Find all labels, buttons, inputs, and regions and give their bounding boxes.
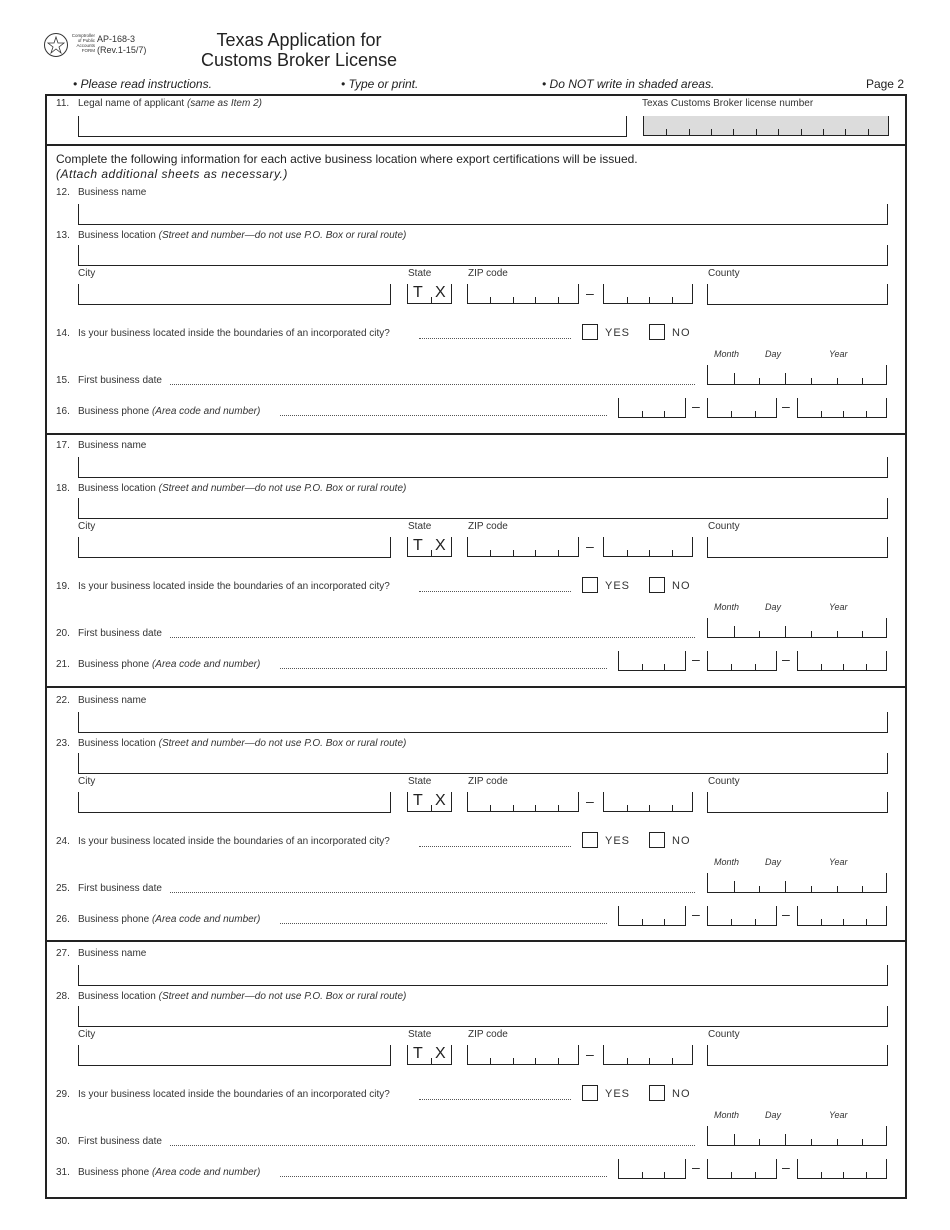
- zip-label: ZIP code: [468, 268, 508, 279]
- county-field[interactable]: [707, 537, 888, 558]
- tick-mark: [689, 129, 690, 135]
- state-letter-t: T: [413, 792, 423, 809]
- no-label: NO: [672, 327, 691, 339]
- phone-prefix-field[interactable]: [707, 1159, 777, 1179]
- tick-mark: [755, 411, 756, 417]
- phone-dash: –: [692, 1159, 700, 1175]
- tick-mark: [862, 886, 863, 892]
- yes-checkbox[interactable]: [582, 1085, 598, 1101]
- phone-prefix-field[interactable]: [707, 651, 777, 671]
- city-label: City: [78, 521, 96, 532]
- county-label: County: [708, 268, 740, 279]
- tick-mark: [811, 631, 812, 637]
- tick-mark: [866, 664, 867, 670]
- business-name-label: Business name: [78, 187, 147, 198]
- business-location-field[interactable]: [78, 498, 888, 519]
- state-letter-x: X: [435, 537, 446, 554]
- item-number: 14.: [56, 328, 70, 339]
- tick-mark: [513, 805, 514, 811]
- tick-mark: [821, 664, 822, 670]
- leader-dots: [280, 415, 607, 416]
- tick-mark: [759, 631, 760, 637]
- zip-ext-field[interactable]: [603, 1045, 693, 1065]
- tick-mark: [823, 129, 824, 135]
- tick-mark: [734, 1134, 735, 1145]
- county-label: County: [708, 521, 740, 532]
- item-number: 17.: [56, 440, 70, 451]
- tick-mark: [535, 1058, 536, 1064]
- note-type-or-print: • Type or print.: [341, 77, 419, 91]
- business-phone-label: Business phone (Area code and number): [78, 914, 261, 925]
- business-location-label: Business location (Street and number—do not use P.O. Box or rural route): [78, 738, 407, 749]
- item-number: 20.: [56, 628, 70, 639]
- item-number: 12.: [56, 187, 70, 198]
- city-label: City: [78, 1029, 96, 1040]
- tick-mark: [431, 1058, 432, 1064]
- business-location-label: Business location (Street and number—do not use P.O. Box or rural route): [78, 230, 407, 241]
- state-label: State: [408, 1029, 432, 1040]
- yes-checkbox[interactable]: [582, 832, 598, 848]
- tick-mark: [785, 373, 786, 384]
- month-label: Month: [714, 602, 740, 612]
- business-name-field[interactable]: [78, 712, 888, 733]
- business-name-label: Business name: [78, 695, 147, 706]
- zip-label: ZIP code: [468, 1029, 508, 1040]
- leader-dots: [170, 1145, 695, 1146]
- tick-mark: [866, 919, 867, 925]
- first-business-date-field[interactable]: [707, 618, 887, 638]
- year-label: Year: [829, 602, 848, 612]
- tick-mark: [811, 1139, 812, 1145]
- note-read-instructions: • Please read instructions.: [73, 77, 212, 91]
- first-business-date-label: First business date: [78, 628, 162, 639]
- county-label: County: [708, 776, 740, 787]
- state-letter-t: T: [413, 284, 423, 301]
- tick-mark: [837, 631, 838, 637]
- zip-code-field[interactable]: [467, 284, 579, 304]
- tick-mark: [627, 550, 628, 556]
- section-divider: [45, 940, 907, 942]
- state-letter-x: X: [435, 792, 446, 809]
- tick-mark: [866, 411, 867, 417]
- form-title: Texas Application for Customs Broker License: [200, 30, 398, 70]
- incorporated-city-question: Is your business located inside the boundaries of an incorporated city?: [78, 581, 390, 592]
- leader-dots: [170, 637, 695, 638]
- tick-mark: [837, 886, 838, 892]
- city-label: City: [78, 268, 96, 279]
- yes-label: YES: [605, 1088, 631, 1100]
- business-name-field[interactable]: [78, 204, 888, 225]
- tick-mark: [837, 378, 838, 384]
- first-business-date-label: First business date: [78, 883, 162, 894]
- item-number: 11.: [56, 98, 70, 109]
- tick-mark: [711, 129, 712, 135]
- yes-label: YES: [605, 835, 631, 847]
- phone-area-code-field[interactable]: [618, 398, 686, 418]
- zip-dash: –: [586, 793, 594, 809]
- state-label: State: [408, 268, 432, 279]
- tick-mark: [734, 626, 735, 637]
- zip-code-field[interactable]: [467, 792, 579, 812]
- item-number: 26.: [56, 914, 70, 925]
- day-label: Day: [765, 1110, 782, 1120]
- phone-area-code-field[interactable]: [618, 651, 686, 671]
- zip-dash: –: [586, 1046, 594, 1062]
- county-field[interactable]: [707, 792, 888, 813]
- incorporated-city-question: Is your business located inside the boundaries of an incorporated city?: [78, 1089, 390, 1100]
- tick-mark: [759, 1139, 760, 1145]
- tick-mark: [778, 129, 779, 135]
- business-phone-label: Business phone (Area code and number): [78, 659, 261, 670]
- phone-dash: –: [692, 398, 700, 414]
- tick-mark: [490, 297, 491, 303]
- zip-dash: –: [586, 285, 594, 301]
- day-label: Day: [765, 857, 782, 867]
- legal-name-field[interactable]: [78, 116, 627, 137]
- tick-mark: [821, 919, 822, 925]
- tick-mark: [862, 631, 863, 637]
- yes-checkbox[interactable]: [582, 577, 598, 593]
- tick-mark: [558, 550, 559, 556]
- city-field[interactable]: [78, 1045, 391, 1066]
- item-number: 16.: [56, 406, 70, 417]
- tick-mark: [431, 297, 432, 303]
- tick-mark: [664, 919, 665, 925]
- tick-mark: [535, 805, 536, 811]
- tick-mark: [731, 919, 732, 925]
- tick-mark: [785, 626, 786, 637]
- zip-label: ZIP code: [468, 776, 508, 787]
- no-label: NO: [672, 835, 691, 847]
- tick-mark: [642, 919, 643, 925]
- legal-name-label: Legal name of applicant (same as Item 2): [78, 98, 262, 109]
- tick-mark: [868, 129, 869, 135]
- business-location-field[interactable]: [78, 245, 888, 266]
- phone-line-field[interactable]: [797, 1159, 887, 1179]
- zip-ext-field[interactable]: [603, 537, 693, 557]
- zip-ext-field[interactable]: [603, 792, 693, 812]
- tick-mark: [642, 411, 643, 417]
- city-label: City: [78, 776, 96, 787]
- tick-mark: [513, 297, 514, 303]
- business-location-field[interactable]: [78, 1006, 888, 1027]
- tick-mark: [731, 664, 732, 670]
- instructions-text: Complete the following information for each active business location where export certifications will be issued.: [56, 152, 638, 166]
- month-label: Month: [714, 1110, 740, 1120]
- tick-mark: [513, 550, 514, 556]
- business-name-field[interactable]: [78, 965, 888, 986]
- tick-mark: [627, 297, 628, 303]
- tick-mark: [759, 886, 760, 892]
- item-number: 21.: [56, 659, 70, 670]
- business-phone-label: Business phone (Area code and number): [78, 406, 261, 417]
- zip-code-field[interactable]: [467, 537, 579, 557]
- incorporated-city-question: Is your business located inside the boundaries of an incorporated city?: [78, 836, 390, 847]
- zip-code-field[interactable]: [467, 1045, 579, 1065]
- tick-mark: [642, 1172, 643, 1178]
- first-business-date-field[interactable]: [707, 365, 887, 385]
- item-number: 22.: [56, 695, 70, 706]
- tick-mark: [490, 1058, 491, 1064]
- first-business-date-field[interactable]: [707, 1126, 887, 1146]
- county-field[interactable]: [707, 1045, 888, 1066]
- day-label: Day: [765, 349, 782, 359]
- city-field[interactable]: [78, 792, 391, 813]
- note-shaded-areas: • Do NOT write in shaded areas.: [542, 77, 715, 91]
- phone-dash: –: [782, 651, 790, 667]
- phone-prefix-field[interactable]: [707, 398, 777, 418]
- business-phone-label: Business phone (Area code and number): [78, 1167, 261, 1178]
- tick-mark: [513, 1058, 514, 1064]
- tick-mark: [558, 805, 559, 811]
- tick-mark: [558, 297, 559, 303]
- tick-mark: [755, 664, 756, 670]
- business-location-label: Business location (Street and number—do not use P.O. Box or rural route): [78, 991, 407, 1002]
- section-divider: [45, 686, 907, 688]
- tick-mark: [733, 129, 734, 135]
- no-checkbox[interactable]: [649, 832, 665, 848]
- business-name-label: Business name: [78, 440, 147, 451]
- day-label: Day: [765, 602, 782, 612]
- license-number-label: Texas Customs Broker license number: [642, 98, 814, 109]
- tick-mark: [672, 805, 673, 811]
- instructions-note: (Attach additional sheets as necessary.): [56, 167, 288, 181]
- no-label: NO: [672, 580, 691, 592]
- item-number: 30.: [56, 1136, 70, 1147]
- page-number: Page 2: [865, 77, 904, 91]
- phone-dash: –: [692, 651, 700, 667]
- city-field[interactable]: [78, 537, 391, 558]
- leader-dots: [170, 384, 695, 385]
- phone-dash: –: [782, 906, 790, 922]
- tick-mark: [843, 411, 844, 417]
- item-number: 24.: [56, 836, 70, 847]
- leader-dots: [419, 338, 571, 339]
- state-letter-t: T: [413, 537, 423, 554]
- item-number: 25.: [56, 883, 70, 894]
- no-checkbox[interactable]: [649, 324, 665, 340]
- tick-mark: [785, 881, 786, 892]
- item-number: 29.: [56, 1089, 70, 1100]
- tick-mark: [821, 1172, 822, 1178]
- tick-mark: [843, 1172, 844, 1178]
- tick-mark: [490, 550, 491, 556]
- tick-mark: [627, 1058, 628, 1064]
- tick-mark: [755, 919, 756, 925]
- tick-mark: [649, 805, 650, 811]
- yes-checkbox[interactable]: [582, 324, 598, 340]
- form-number: AP-168-3 (Rev.1-15/7): [97, 34, 147, 55]
- tick-mark: [666, 129, 667, 135]
- year-label: Year: [829, 857, 848, 867]
- tick-mark: [845, 129, 846, 135]
- tick-mark: [734, 373, 735, 384]
- tick-mark: [672, 550, 673, 556]
- leader-dots: [280, 668, 607, 669]
- license-number-field: [643, 116, 889, 136]
- section-divider: [45, 144, 907, 146]
- phone-dash: –: [782, 1159, 790, 1175]
- comptroller-text: Comptroller of Public Accounts FORM: [71, 33, 95, 53]
- no-label: NO: [672, 1088, 691, 1100]
- phone-line-field[interactable]: [797, 398, 887, 418]
- item-number: 15.: [56, 375, 70, 386]
- zip-ext-field[interactable]: [603, 284, 693, 304]
- item-number: 13.: [56, 230, 70, 241]
- business-name-label: Business name: [78, 948, 147, 959]
- tick-mark: [731, 1172, 732, 1178]
- phone-area-code-field[interactable]: [618, 906, 686, 926]
- leader-dots: [419, 591, 571, 592]
- leader-dots: [170, 892, 695, 893]
- year-label: Year: [829, 349, 848, 359]
- tick-mark: [821, 411, 822, 417]
- item-number: 19.: [56, 581, 70, 592]
- business-name-field[interactable]: [78, 457, 888, 478]
- tick-mark: [734, 881, 735, 892]
- business-location-label: Business location (Street and number—do not use P.O. Box or rural route): [78, 483, 407, 494]
- item-number: 23.: [56, 738, 70, 749]
- first-business-date-label: First business date: [78, 375, 162, 386]
- section-divider: [45, 433, 907, 435]
- tick-mark: [535, 297, 536, 303]
- tick-mark: [664, 411, 665, 417]
- state-letter-x: X: [435, 284, 446, 301]
- county-label: County: [708, 1029, 740, 1040]
- yes-label: YES: [605, 327, 631, 339]
- tick-mark: [664, 1172, 665, 1178]
- item-number: 18.: [56, 483, 70, 494]
- tick-mark: [649, 297, 650, 303]
- phone-line-field[interactable]: [797, 651, 887, 671]
- zip-dash: –: [586, 538, 594, 554]
- leader-dots: [419, 1099, 571, 1100]
- tick-mark: [642, 664, 643, 670]
- state-letter-t: T: [413, 1045, 423, 1062]
- tick-mark: [649, 1058, 650, 1064]
- tick-mark: [672, 297, 673, 303]
- tick-mark: [759, 378, 760, 384]
- item-number: 28.: [56, 991, 70, 1002]
- phone-line-field[interactable]: [797, 906, 887, 926]
- tick-mark: [755, 1172, 756, 1178]
- phone-area-code-field[interactable]: [618, 1159, 686, 1179]
- month-label: Month: [714, 857, 740, 867]
- tick-mark: [811, 886, 812, 892]
- phone-dash: –: [692, 906, 700, 922]
- tick-mark: [811, 378, 812, 384]
- tick-mark: [627, 805, 628, 811]
- state-letter-x: X: [435, 1045, 446, 1062]
- yes-label: YES: [605, 580, 631, 592]
- zip-label: ZIP code: [468, 521, 508, 532]
- leader-dots: [280, 923, 607, 924]
- tick-mark: [672, 1058, 673, 1064]
- incorporated-city-question: Is your business located inside the boundaries of an incorporated city?: [78, 328, 390, 339]
- leader-dots: [280, 1176, 607, 1177]
- county-field[interactable]: [707, 284, 888, 305]
- tick-mark: [731, 411, 732, 417]
- tick-mark: [431, 805, 432, 811]
- tick-mark: [558, 1058, 559, 1064]
- tick-mark: [862, 378, 863, 384]
- tick-mark: [431, 550, 432, 556]
- tick-mark: [866, 1172, 867, 1178]
- city-field[interactable]: [78, 284, 391, 305]
- year-label: Year: [829, 1110, 848, 1120]
- tick-mark: [801, 129, 802, 135]
- tick-mark: [649, 550, 650, 556]
- tick-mark: [664, 664, 665, 670]
- comptroller-seal-icon: [44, 33, 68, 57]
- phone-dash: –: [782, 398, 790, 414]
- leader-dots: [419, 846, 571, 847]
- no-checkbox[interactable]: [649, 1085, 665, 1101]
- state-label: State: [408, 776, 432, 787]
- item-number: 31.: [56, 1167, 70, 1178]
- no-checkbox[interactable]: [649, 577, 665, 593]
- tick-mark: [490, 805, 491, 811]
- first-business-date-field[interactable]: [707, 873, 887, 893]
- tick-mark: [785, 1134, 786, 1145]
- tick-mark: [862, 1139, 863, 1145]
- month-label: Month: [714, 349, 740, 359]
- business-location-field[interactable]: [78, 753, 888, 774]
- tick-mark: [843, 919, 844, 925]
- tick-mark: [843, 664, 844, 670]
- first-business-date-label: First business date: [78, 1136, 162, 1147]
- state-label: State: [408, 521, 432, 532]
- tick-mark: [756, 129, 757, 135]
- tick-mark: [837, 1139, 838, 1145]
- phone-prefix-field[interactable]: [707, 906, 777, 926]
- item-number: 27.: [56, 948, 70, 959]
- tick-mark: [535, 550, 536, 556]
